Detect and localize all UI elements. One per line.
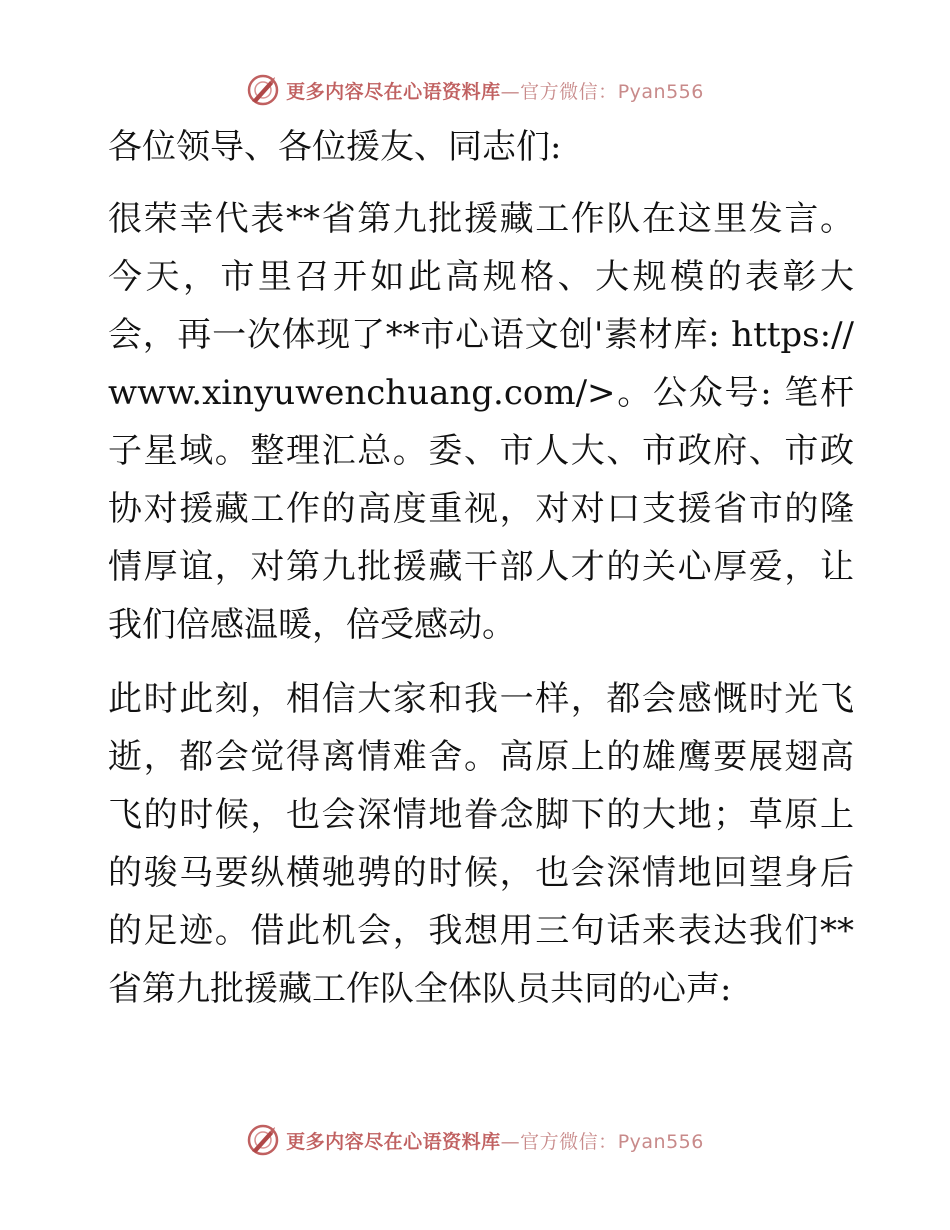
document-body (98, 118, 854, 1034)
watermark-brand: 更多内容尽在心语资料库 (286, 80, 501, 103)
watermark-text (286, 1127, 704, 1154)
watermark-dash: — (500, 1130, 521, 1153)
quill-circle-icon (246, 73, 280, 107)
watermark-text (286, 77, 704, 104)
header-watermark (0, 70, 950, 110)
watermark-brand: 更多内容尽在心语资料库 (286, 1130, 501, 1153)
watermark-dash: — (500, 80, 521, 103)
watermark-wechat-id: Pyan556 (617, 1130, 704, 1153)
paragraph-1: 很荣幸代表**省第九批援藏工作队在这里发言。今天，市里召开如此高规格、大规模的表彰大会，再一次体现了**市心语文创'素材库: https:// www.xinyuwenchuang.com/>。公众号: 笔杆子星域。整理汇总。委、市人大、市政府、市政协对援藏工作的高度重视，对对口支援省市的隆情厚谊，对第九批援藏干部人才的关心厚爱，让我们倍感温暖，倍受感动。 (108, 199, 854, 645)
footer-watermark (0, 1120, 950, 1160)
quill-circle-icon (246, 1123, 280, 1157)
paragraph-2: 此时此刻，相信大家和我一样，都会感慨时光飞逝，都会觉得离情难舍。高原上的雄鹰要展翅高飞的时候，也会深情地眷念脚下的大地；草原上的骏马要纵横驰骋的时候，也会深情地回望身后的足迹。借此机会，我想用三句话来表达我们**省第九批援藏工作队全体队员共同的心声: (108, 679, 854, 1009)
greeting-line: 各位领导、各位援友、同志们: (108, 127, 562, 167)
watermark-wechat-label: 官方微信： (520, 1130, 618, 1153)
watermark-wechat-id: Pyan556 (617, 80, 704, 103)
watermark-wechat-label: 官方微信： (520, 80, 618, 103)
